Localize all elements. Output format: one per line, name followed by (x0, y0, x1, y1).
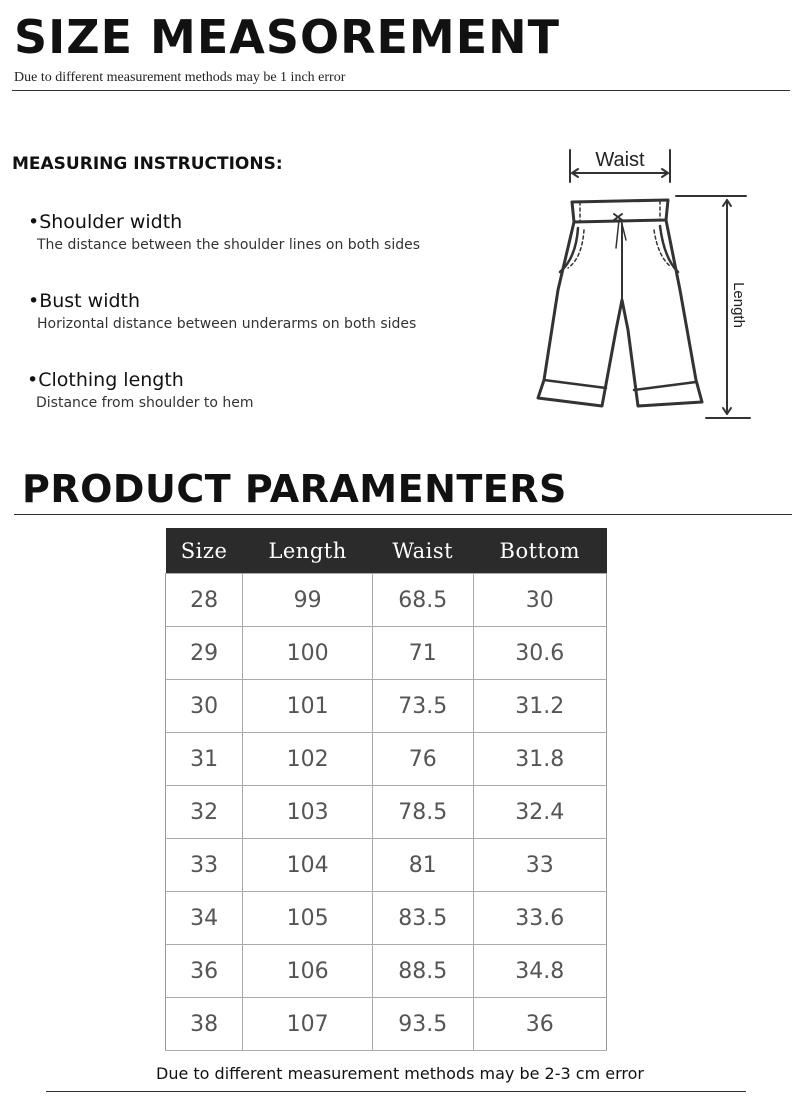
table-cell: 104 (243, 839, 373, 892)
table-row (166, 945, 607, 998)
instruction-desc-bust: Horizontal distance between underarms on both sides (37, 316, 417, 332)
table-row (166, 839, 607, 892)
section-title: PRODUCT PARAMENTERS (22, 467, 567, 511)
table-cell: 106 (243, 945, 373, 998)
table-cell: 76 (372, 733, 473, 786)
table-header-row (166, 528, 607, 574)
instruction-desc-shoulder: The distance between the shoulder lines on both sides (37, 237, 421, 253)
size-table (165, 528, 607, 1051)
instructions-heading: MEASURING INSTRUCTIONS: (12, 154, 283, 174)
table-cell: 71 (372, 627, 473, 680)
table-row (166, 680, 607, 733)
table-cell: 68.5 (372, 574, 473, 627)
header-bottom: Bottom (473, 528, 606, 574)
table-cell: 30 (166, 680, 243, 733)
table-cell: 101 (243, 680, 373, 733)
table-cell: 38 (166, 998, 243, 1051)
table-cell: 30 (473, 574, 606, 627)
table-row (166, 786, 607, 839)
page-title: SIZE MEASOREMENT (14, 10, 560, 64)
table-cell: 102 (243, 733, 373, 786)
table-cell: 33 (473, 839, 606, 892)
divider (14, 514, 792, 515)
table-row (166, 627, 607, 680)
header-size: Size (166, 528, 243, 574)
table-cell: 78.5 (372, 786, 473, 839)
table-cell: 30.6 (473, 627, 606, 680)
length-label: Length (730, 282, 747, 328)
table-cell: 103 (243, 786, 373, 839)
header-length: Length (243, 528, 373, 574)
table-cell: 34.8 (473, 945, 606, 998)
table-cell: 99 (243, 574, 373, 627)
table-row (166, 574, 607, 627)
table-cell: 73.5 (372, 680, 473, 733)
table-cell: 88.5 (372, 945, 473, 998)
table-cell: 32.4 (473, 786, 606, 839)
instruction-title-bust: •Bust width (28, 290, 141, 312)
table-cell: 36 (166, 945, 243, 998)
footnote: Due to different measurement methods may be 2-3 cm error (156, 1064, 644, 1083)
divider (12, 90, 790, 91)
table-cell: 36 (473, 998, 606, 1051)
table-cell: 81 (372, 839, 473, 892)
table-cell: 83.5 (372, 892, 473, 945)
table-cell: 107 (243, 998, 373, 1051)
instruction-desc-length: Distance from shoulder to hem (36, 395, 254, 411)
table-cell: 33 (166, 839, 243, 892)
table-cell: 105 (243, 892, 373, 945)
header-waist: Waist (372, 528, 473, 574)
table-cell: 28 (166, 574, 243, 627)
instruction-title-length: •Clothing length (27, 369, 184, 391)
table-cell: 33.6 (473, 892, 606, 945)
table-cell: 31.8 (473, 733, 606, 786)
instruction-title-shoulder: •Shoulder width (28, 211, 183, 233)
table-cell: 29 (166, 627, 243, 680)
waist-label: Waist (595, 149, 645, 171)
error-note: Due to different measurement methods may be 1 inch error (14, 70, 346, 85)
shorts-diagram-icon (520, 140, 790, 435)
table-cell: 93.5 (372, 998, 473, 1051)
table-cell: 34 (166, 892, 243, 945)
table-cell: 100 (243, 627, 373, 680)
table-cell: 32 (166, 786, 243, 839)
table-cell: 31 (166, 733, 243, 786)
table-row (166, 998, 607, 1051)
table-cell: 31.2 (473, 680, 606, 733)
table-row (166, 892, 607, 945)
table-row (166, 733, 607, 786)
divider (46, 1091, 746, 1092)
